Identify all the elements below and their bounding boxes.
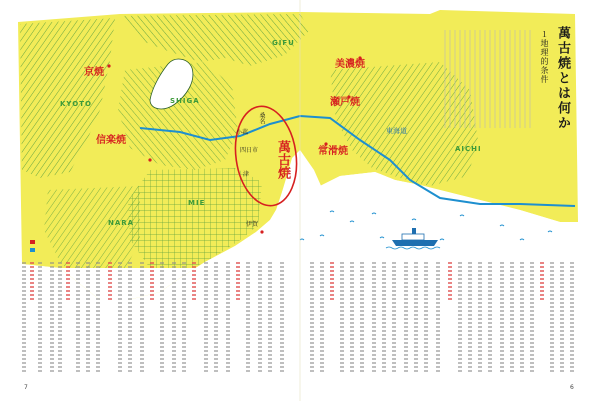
ware-tokoname: 常滑焼	[318, 146, 348, 157]
place-kuwana: 桑名	[258, 112, 265, 124]
region-gifu: GIFU	[272, 39, 295, 47]
legend-swatch-red	[30, 240, 35, 244]
region-mie: MIE	[188, 199, 206, 207]
place-yokkaichi: 四日市	[240, 147, 259, 154]
ware-kyo: 京焼	[84, 67, 104, 78]
article-title: 萬古焼とは何か	[555, 26, 570, 131]
place-iga: 伊賀	[246, 221, 259, 228]
page-number-right: 6	[570, 384, 574, 391]
place-komono: 小菰	[236, 129, 249, 136]
route-label: 東海道	[386, 127, 407, 135]
section-subtitle: １地理的条件	[540, 30, 549, 84]
ware-seto: 瀬戸焼	[330, 97, 360, 108]
ware-mino: 美濃焼	[335, 59, 365, 70]
place-tsu: 津	[243, 171, 250, 178]
page-number-left: 7	[24, 384, 28, 391]
legend-swatch-blue	[30, 248, 35, 252]
ware-banko: 萬古焼	[275, 140, 290, 179]
region-aichi: AICHI	[455, 145, 482, 153]
region-shiga: SHIGA	[170, 97, 200, 105]
region-nara: NARA	[108, 219, 135, 227]
ware-shigaraki: 信楽焼	[96, 135, 126, 146]
region-kyoto: KYOTO	[60, 100, 92, 108]
